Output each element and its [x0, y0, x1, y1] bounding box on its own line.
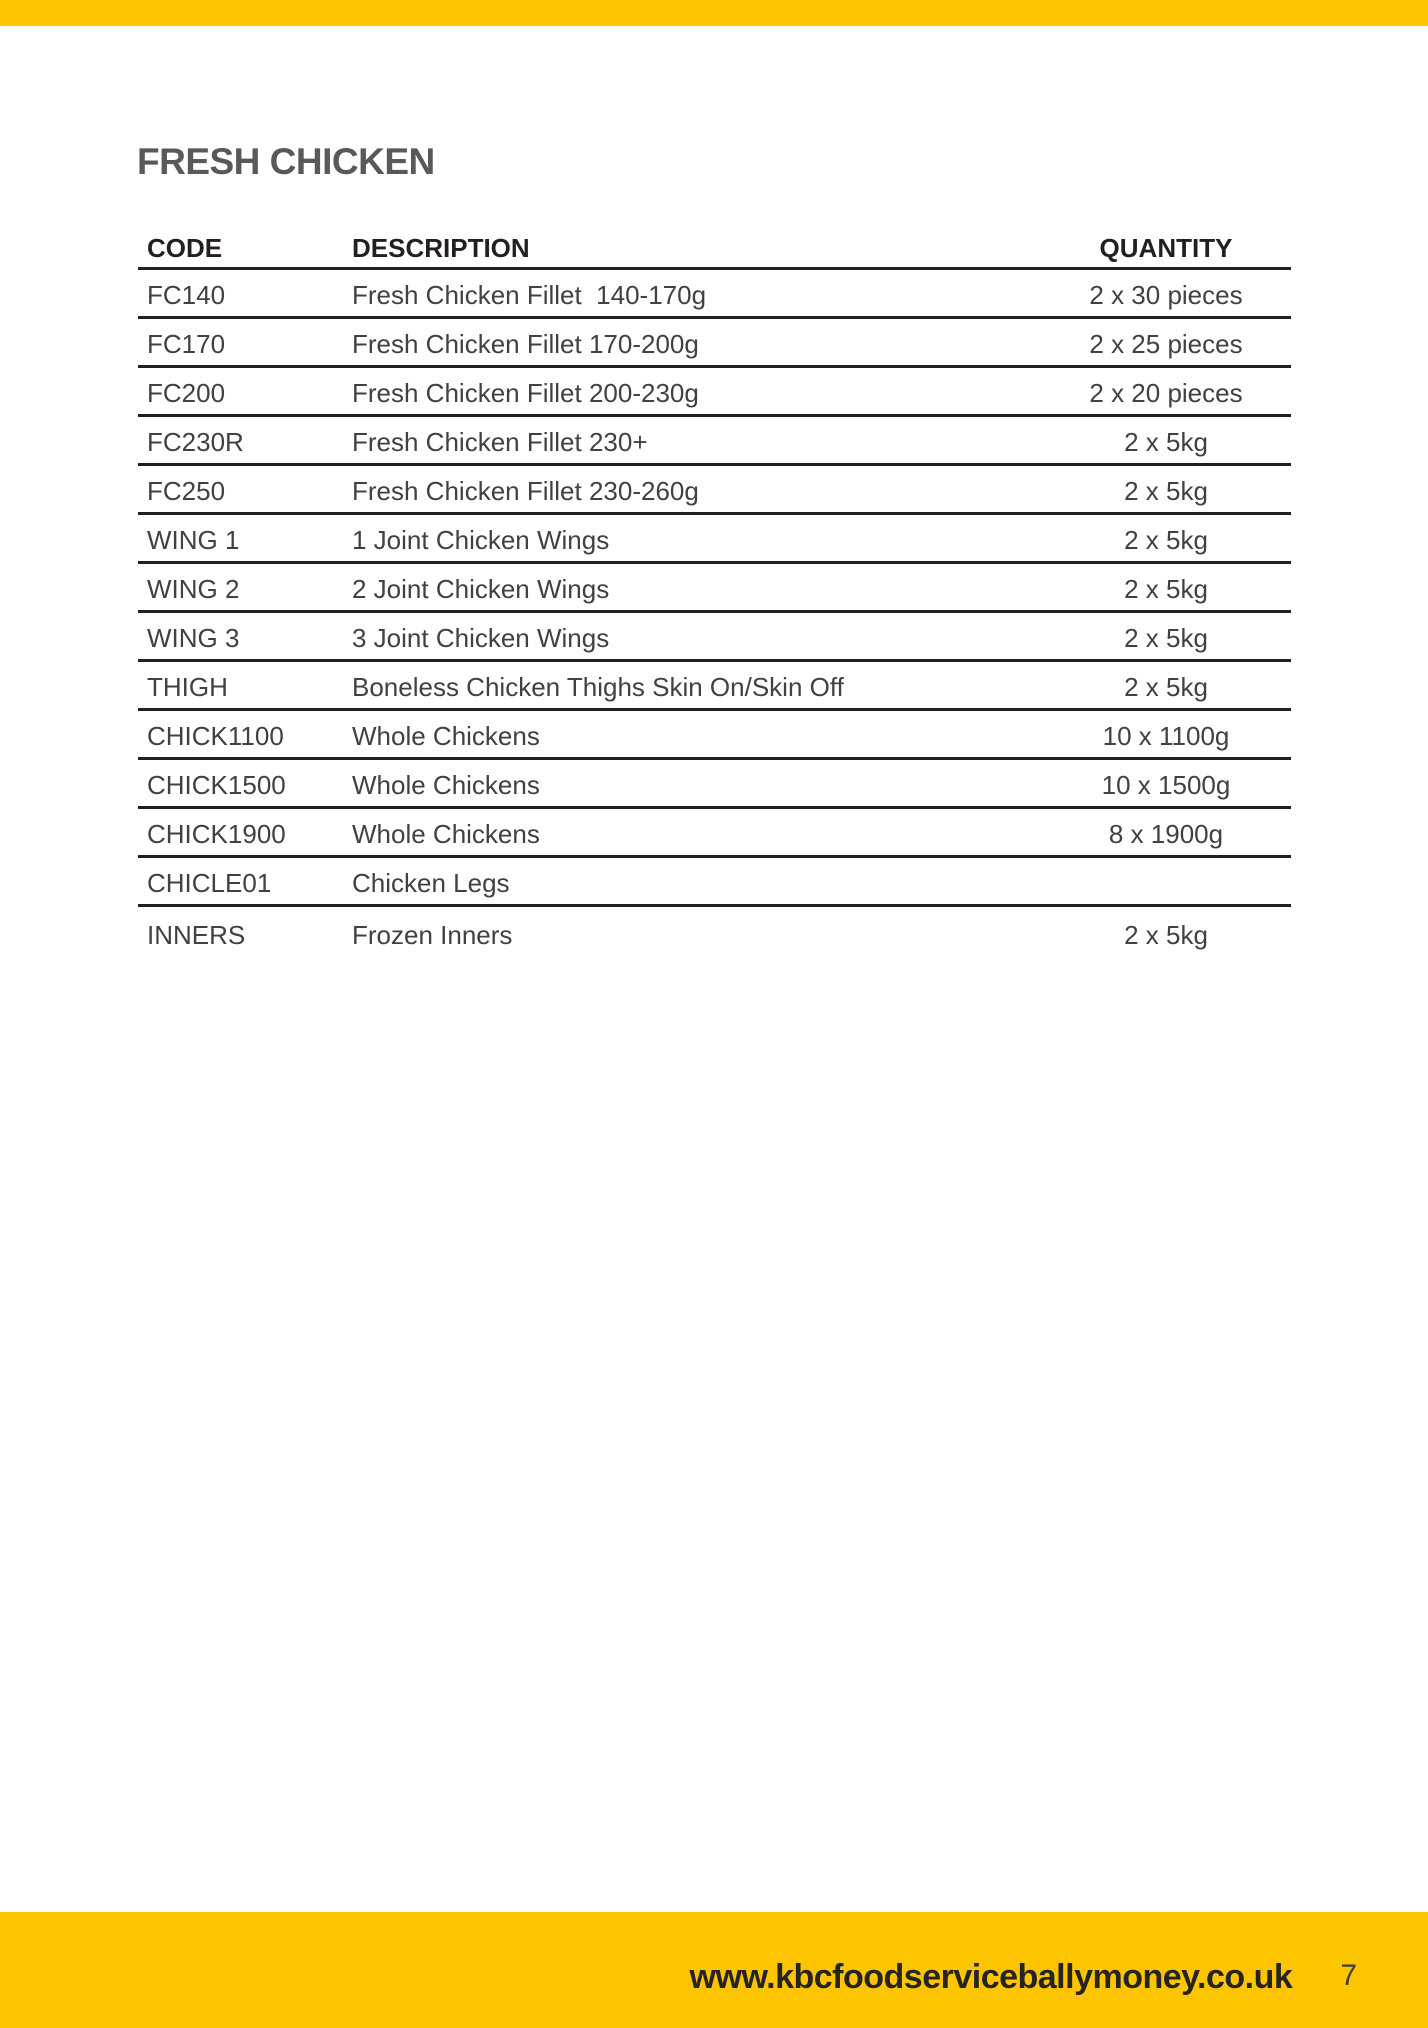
cell-qty: 2 x 5kg [1124, 427, 1208, 457]
cell-desc: Frozen Inners [352, 920, 513, 950]
table-row [138, 613, 1291, 662]
cell-desc: Fresh Chicken Fillet 140-170g [352, 280, 707, 310]
table-row [138, 760, 1291, 809]
cell-code: CHICK1100 [147, 721, 284, 751]
cell-qty: 2 x 5kg [1124, 672, 1208, 702]
cell-code: FC230R [147, 427, 244, 457]
cell-code: FC250 [147, 476, 226, 506]
cell-qty: 2 x 5kg [1124, 920, 1208, 950]
cell-desc: Fresh Chicken Fillet 170-200g [352, 329, 699, 359]
cell-code: INNERS [147, 920, 246, 950]
cell-desc: Whole Chickens [352, 819, 540, 849]
table-row [138, 809, 1291, 858]
cell-code: FC170 [147, 329, 226, 359]
cell-desc: Fresh Chicken Fillet 200-230g [352, 378, 699, 408]
cell-desc: Whole Chickens [352, 770, 540, 800]
cell-desc: Whole Chickens [352, 721, 540, 751]
table-row [138, 564, 1291, 613]
cell-code: FC200 [147, 378, 226, 408]
cell-desc: 3 Joint Chicken Wings [352, 623, 610, 653]
cell-desc: 1 Joint Chicken Wings [352, 525, 610, 555]
column-header-code: CODE [147, 233, 223, 263]
cell-qty: 10 x 1500g [1101, 770, 1231, 800]
top-accent-bar [0, 0, 1428, 26]
cell-desc: 2 Joint Chicken Wings [352, 574, 610, 604]
table-row [138, 662, 1291, 711]
cell-qty: 2 x 5kg [1124, 574, 1208, 604]
column-header-description: DESCRIPTION [352, 233, 530, 263]
table-row [138, 368, 1291, 417]
cell-qty: 2 x 25 pieces [1089, 329, 1243, 359]
table-row [138, 270, 1291, 319]
table-row [138, 858, 1291, 907]
page-title: FRESH CHICKEN [137, 141, 435, 182]
column-header-quantity: QUANTITY [1099, 233, 1233, 263]
cell-qty: 2 x 20 pieces [1089, 378, 1243, 408]
page-number: 7 [1340, 1959, 1357, 1992]
cell-desc: Boneless Chicken Thighs Skin On/Skin Off [352, 672, 844, 702]
footer-website-link[interactable]: www.kbcfoodserviceballymoney.co.uk [689, 1958, 1293, 1996]
cell-qty: 8 x 1900g [1108, 819, 1224, 849]
footer-bar [0, 1912, 1428, 2028]
cell-code: THIGH [147, 672, 228, 702]
cell-qty: 2 x 5kg [1124, 525, 1208, 555]
cell-qty: 10 x 1100g [1102, 721, 1230, 751]
cell-qty: 2 x 5kg [1124, 476, 1208, 506]
table-row [138, 417, 1291, 466]
table-row [138, 319, 1291, 368]
cell-code: WING 3 [147, 623, 240, 653]
table-body [138, 270, 1291, 956]
cell-code: FC140 [147, 280, 226, 310]
table-row [138, 907, 1291, 956]
cell-desc: Chicken Legs [352, 868, 510, 898]
table-row [138, 515, 1291, 564]
table-row [138, 711, 1291, 760]
cell-code: CHICK1900 [147, 819, 286, 849]
cell-code: CHICLE01 [147, 868, 272, 898]
cell-desc: Fresh Chicken Fillet 230+ [352, 427, 648, 457]
table-header-row [138, 232, 1291, 270]
cell-qty: 2 x 5kg [1124, 623, 1208, 653]
cell-desc: Fresh Chicken Fillet 230-260g [352, 476, 699, 506]
table-row [138, 466, 1291, 515]
cell-code: WING 2 [147, 574, 240, 604]
cell-code: CHICK1500 [147, 770, 286, 800]
cell-code: WING 1 [147, 525, 240, 555]
cell-qty: 2 x 30 pieces [1089, 280, 1243, 310]
product-table [138, 232, 1291, 956]
